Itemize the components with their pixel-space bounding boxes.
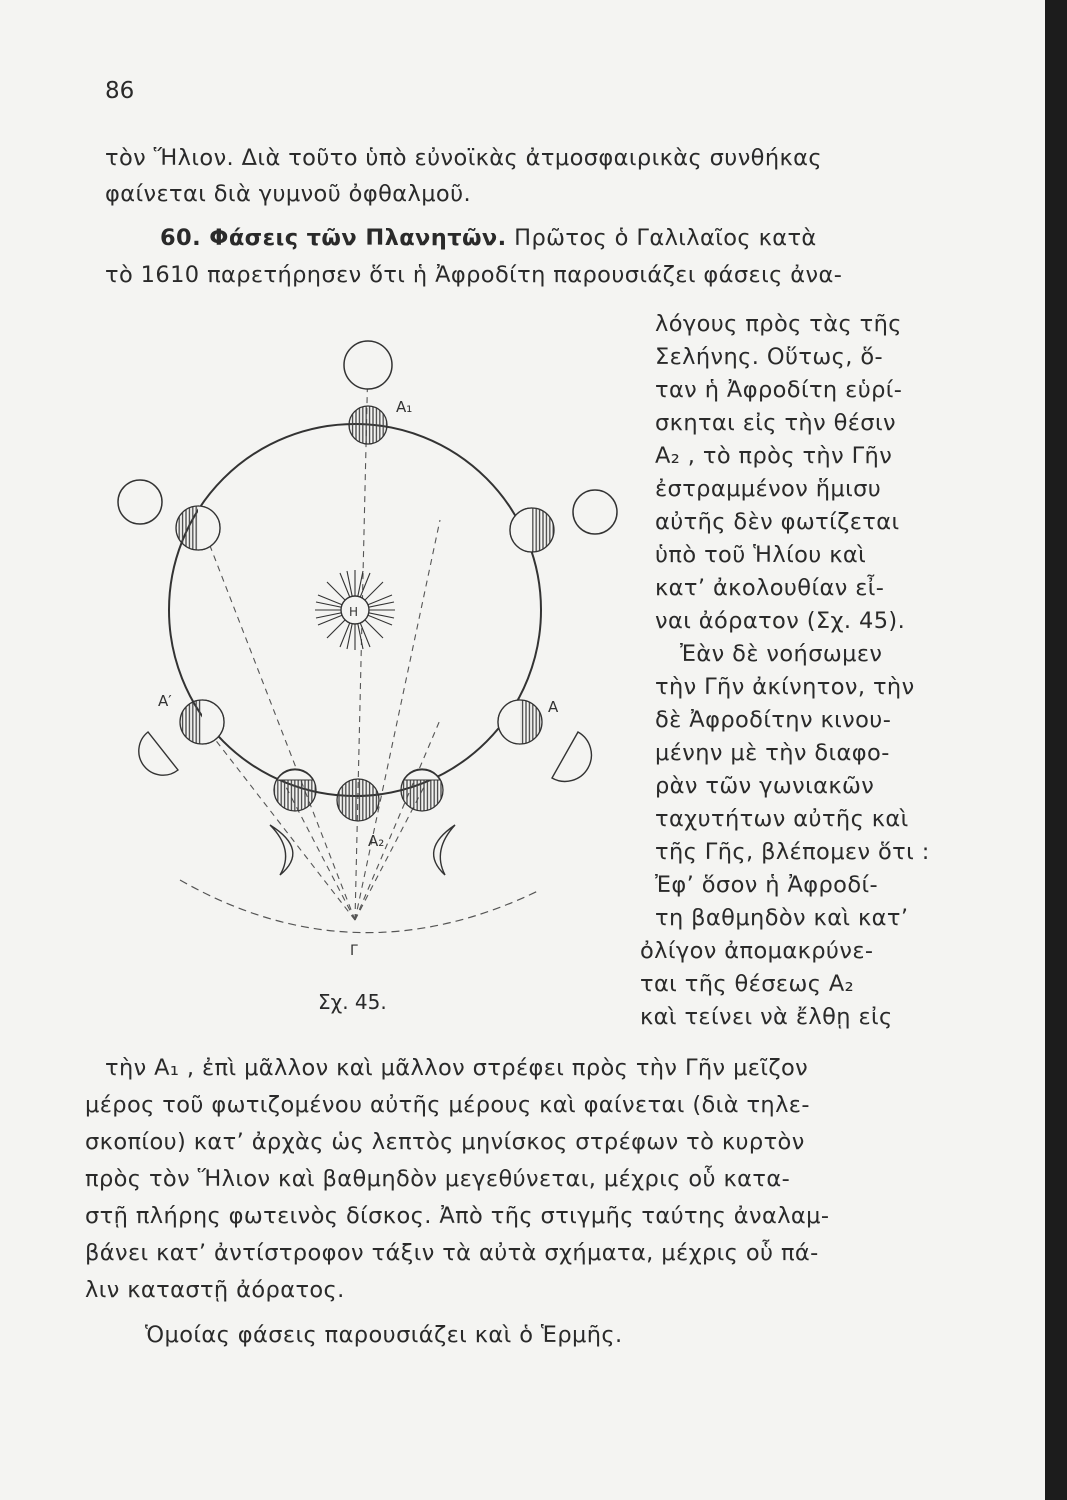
side-text-line: ταχυτήτων αὐτῆς καὶ (655, 806, 909, 832)
crescent-left (270, 825, 293, 875)
crescent-right (434, 825, 455, 875)
side-text-line: τὴν Γῆν ἀκίνητον, τὴν (655, 674, 915, 700)
side-text-line: ὑπὸ τοῦ Ἡλίου καὶ (655, 542, 867, 568)
side-text-line: τῆς Γῆς, βλέπομεν ὅτι : (655, 839, 930, 865)
text-line: βάνει κατ’ ἀντίστροφον τάξιν τὰ αὐτὰ σχήματα, μέχρις οὗ πά- (85, 1240, 819, 1266)
venus-a1 (349, 406, 387, 444)
side-text-line: καὶ τείνει νὰ ἔλθῃ εἰς (640, 1004, 893, 1030)
page-edge-shadow (1045, 0, 1067, 1500)
side-text-line: σκηται εἰς τὴν θέσιν (655, 410, 896, 436)
label-a1: Α₁ (396, 398, 413, 416)
side-text-line: ταν ἡ Ἀφροδίτη εὑρί- (655, 377, 903, 403)
section-heading: 60. Φάσεις τῶν Πλανητῶν. (160, 225, 507, 251)
side-text-line: δὲ Ἀφροδίτην κινου- (655, 707, 892, 733)
side-text-line: ρὰν τῶν γωνιακῶν (655, 773, 875, 799)
side-text-line: μένην μὲ τὴν διαφο- (655, 740, 890, 766)
text-line: τὸ 1610 παρετήρησεν ὅτι ἡ Ἀφροδίτη παρουσιάζει φάσεις ἀνα- (105, 262, 843, 288)
label-a2: Α₂ (368, 832, 385, 850)
text-line: τὴν Α₁ , ἐπὶ μᾶλλον καὶ μᾶλλον στρέφει πρὸς τὴν Γῆν μεῖζον (105, 1055, 809, 1081)
sun (315, 570, 395, 650)
side-text-line: λόγους πρὸς τὰς τῆς (655, 311, 902, 337)
side-text-line: ται τῆς θέσεως Α₂ (640, 971, 855, 997)
side-text-line: Ἐὰν δὲ νοήσωμεν (680, 641, 883, 667)
side-text-line: ὀλίγον ἀπομακρύνε- (640, 938, 874, 964)
text-line: στῇ πλήρης φωτεινὸς δίσκος. Ἀπὸ τῆς στιγμῆς ταύτης ἀναλαμ- (85, 1203, 830, 1229)
text-line: λιν καταστῇ ἀόρατος. (85, 1277, 345, 1303)
heading-rest: Πρῶτος ὁ Γαλιλαῖος κατὰ (514, 225, 817, 251)
venus-view-right (573, 490, 617, 534)
side-text-line: Ἐφ’ ὅσον ἡ Ἀφροδί- (655, 872, 879, 898)
text-line: σκοπίου) κατ’ ἀρχὰς ὡς λεπτὸς μηνίσκος στρέφων τὸ κυρτὸν (85, 1129, 805, 1155)
side-text-line: Α₂ , τὸ πρὸς τὴν Γῆν (655, 443, 893, 469)
venus-phases-figure (100, 330, 640, 990)
venus-full-disc-a1 (344, 341, 392, 389)
side-text-line: αὐτῆς δὲν φωτίζεται (655, 509, 900, 535)
text-line: φαίνεται διὰ γυμνοῦ ὀφθαλμοῦ. (105, 181, 472, 207)
figure-caption: Σχ. 45. (318, 990, 387, 1014)
venus-half-view-right (552, 732, 591, 781)
venus-a2 (337, 779, 379, 821)
page-number: 86 (105, 78, 135, 104)
sun-label: Η (349, 605, 359, 619)
section-heading-line (160, 225, 817, 251)
text-line: πρὸς τὸν Ἥλιον καὶ βαθμηδὸν μεγεθύνεται, μέχρις οὗ κατα- (85, 1166, 791, 1192)
side-text-line: Σελήνης. Οὕτως, ὅ- (655, 344, 884, 370)
text-line: τὸν Ἥλιον. Διὰ τοῦτο ὑπὸ εὐνοϊκὰς ἀτμοσφαιρικὰς συνθήκας (105, 145, 823, 171)
label-a: Α (548, 698, 559, 716)
venus-view-left (118, 480, 162, 524)
side-text-line: ναι ἀόρατον (Σχ. 45). (655, 608, 906, 634)
sight-lines (200, 360, 440, 920)
earth-orbit-arc (180, 880, 540, 933)
text-line: μέρος τοῦ φωτιζομένου αὐτῆς μέρους καὶ φαίνεται (διὰ τηλε- (85, 1092, 810, 1118)
side-text-line: κατ’ ἀκολουθίαν εἶ- (655, 575, 885, 601)
text-line: Ὁμοίας φάσεις παρουσιάζει καὶ ὁ Ἑρμῆς. (145, 1322, 623, 1348)
label-a-prime: Α′ (158, 692, 172, 710)
side-text-line: τη βαθμηδὸν καὶ κατ’ (655, 905, 909, 931)
label-earth: Γ (350, 943, 358, 959)
side-text-line: ἐστραμμένον ἥμισυ (655, 476, 882, 502)
venus-half-view-left (139, 732, 178, 775)
